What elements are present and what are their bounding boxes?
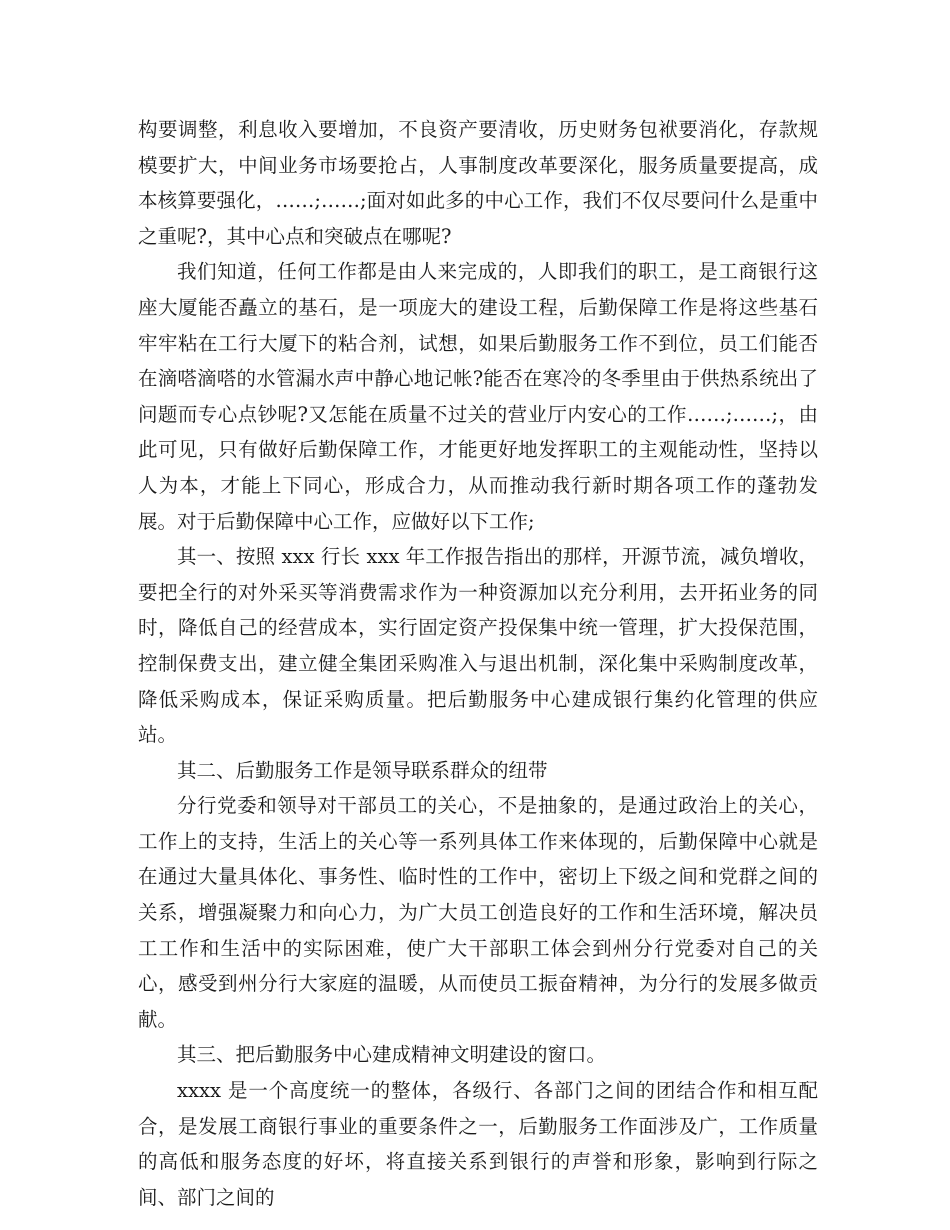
paragraph-1: 构要调整，利息收入要增加，不良资产要清收，历史财务包袱要消化，存款规模要扩大，中间业务市场要抢占，人事制度改革要深化，服务质量要提高，成本核算要强化，……;……;面对如此多的中心工作，我们不仅尽要问什么是重中之重呢?，其中心点和突破点在哪呢? — [138, 118, 818, 248]
paragraph-7: xxxx 是一个高度统一的整体，各级行、各部门之间的团结合作和相互配合，是发展工商银行事业的重要条件之一，后勤服务工作面涉及广，工作质量的高低和服务态度的好坏，将直接关系到银行的声誉和形象，影响到行际之间、部门之间的 — [138, 1079, 818, 1209]
paragraph-4-heading: 其二、后勤服务工作是领导联系群众的纽带 — [177, 758, 548, 782]
paragraph-3: 其一、按照 xxx 行长 xxx 年工作报告指出的那样，开源节流，减负增收，要把全行的对外采买等消费需求作为一种资源加以充分利用，去开拓业务的同时，降低自己的经营成本，实行固定资产投保集中统一管理，扩大投保范围，控制保费支出，建立健全集团采购准入与退出机制，深化集中采购制度改革，降低采购成本，保证采购质量。把后勤服务中心建成银行集约化管理的供应站。 — [138, 545, 818, 747]
paragraph-5: 分行党委和领导对干部员工的关心，不是抽象的，是通过政治上的关心，工作上的支持，生活上的关心等一系列具体工作来体现的，后勤保障中心就是在通过大量具体化、事务性、临时性的工作中，密切上下级之间和党群之间的关系，增强凝聚力和向心力，为广大员工创造良好的工作和生活环境，解决员工工作和生活中的实际困难，使广大干部职工体会到州分行党委对自己的关心，感受到州分行大家庭的温暖，从而使员工振奋精神，为分行的发展多做贡献。 — [138, 794, 818, 1031]
document-body — [138, 112, 818, 1215]
paragraph-6-heading: 其三、把后勤服务中心建成精神文明建设的窗口。 — [177, 1043, 607, 1067]
paragraph-2: 我们知道，任何工作都是由人来完成的，人即我们的职工，是工商银行这座大厦能否矗立的基石，是一项庞大的建设工程，后勤保障工作是将这些基石牢牢粘在工行大厦下的粘合剂，试想，如果后勤服务工作不到位，员工们能否在滴嗒滴嗒的水管漏水声中静心地记帐?能否在寒冷的冬季里由于供热系统出了问题而专心点钞呢?又怎能在质量不过关的营业厅内安心的工作……;……;，由此可见，只有做好后勤保障工作，才能更好地发挥职工的主观能动性，坚持以人为本，才能上下同心，形成合力，从而推动我行新时期各项工作的蓬勃发展。对于后勤保障中心工作，应做好以下工作; — [138, 260, 818, 533]
